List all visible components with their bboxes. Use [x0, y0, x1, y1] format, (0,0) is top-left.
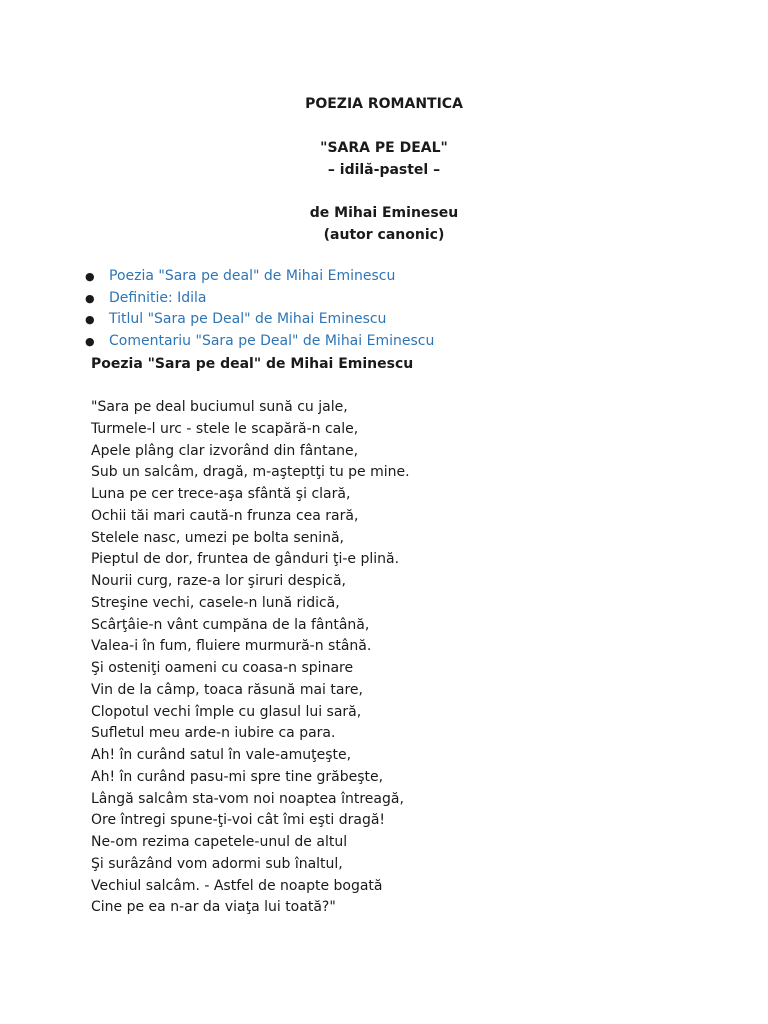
section-title: POEZIA ROMANTICA [305, 96, 463, 112]
author-note: (autor canonic) [323, 227, 445, 243]
poem-title-block [0, 137, 768, 181]
poem-line: Ochii tăi mari caută-n frunza cea rară, [91, 507, 359, 524]
toc-item [82, 288, 434, 310]
poem-line: Şi surâzând vom adormi sub înaltul, [91, 855, 343, 872]
table-of-contents [82, 266, 434, 353]
poem-heading: Poezia "Sara pe deal" de Mihai Eminescu [91, 356, 414, 372]
poem-line: Turmele-l urc - stele le scapără-n cale, [91, 420, 359, 437]
poem-line: Ah! în curând pasu-mi spre tine grăbeşte, [91, 768, 384, 785]
toc-item [82, 266, 434, 288]
poem-line: Sufletul meu arde-n iubire ca para. [91, 725, 336, 742]
poem-line: Vechiul salcâm. - Astfel de noapte bogată [91, 877, 383, 894]
bullet-icon: ● [85, 335, 95, 349]
poem-line: Ore întregi spune-ţi-voi cât îmi eşti dragă! [91, 812, 386, 829]
toc-link-commentary[interactable]: Comentariu "Sara pe Deal" de Mihai Eminescu [109, 333, 435, 350]
poem-line: Lângă salcâm sta-vom noi noaptea întreagă, [91, 790, 404, 807]
document-title [0, 93, 768, 115]
poem-line: Scârţâie-n vânt cumpăna de la fântână, [91, 616, 370, 633]
poem-line: Nourii curg, raze-a lor şiruri despică, [91, 573, 347, 589]
toc-link-title[interactable]: Titlul "Sara pe Deal" de Mihai Eminescu [109, 311, 387, 328]
poem-line: Ah! în curând satul în vale-amuţeşte, [91, 747, 352, 763]
toc-link-definition[interactable]: Definitie: Idila [109, 289, 207, 306]
poem-line: Şi osteniţi oameni cu coasa-n spinare [91, 660, 354, 676]
poem-line: Ne-om rezima capetele-unul de altul [91, 834, 348, 850]
poem-body [91, 397, 410, 919]
poem-line: Vin de la câmp, toaca răsună mai tare, [91, 681, 363, 698]
bullet-icon: ● [85, 270, 95, 283]
poem-line: Streşine vechi, casele-n lună ridică, [91, 594, 340, 611]
poem-line: Sub un salcâm, dragă, m-aşteptţi tu pe mine. [91, 464, 410, 481]
poem-line: Valea-i în fum, fluiere murmură-n stână. [91, 638, 372, 655]
bullet-icon: ● [85, 313, 95, 327]
poem-line: Apele plâng clar izvorând din fântane, [91, 442, 359, 459]
poem-line: "Sara pe deal buciumul sună cu jale, [91, 399, 348, 415]
bullet-icon: ● [85, 291, 95, 305]
poem-line: Stelele nasc, umezi pe bolta senină, [91, 529, 344, 546]
author-block [0, 202, 768, 246]
toc-link-poem[interactable]: Poezia "Sara pe deal" de Mihai Eminescu [109, 268, 396, 284]
poem-genre: – idilă-pastel – [327, 162, 441, 178]
poem-line: Cine pe ea n-ar da viaţa lui toată?" [91, 899, 336, 916]
poem-line: Clopotul vechi împle cu glasul lui sară, [91, 703, 362, 720]
toc-item [82, 331, 434, 353]
author-name: de Mihai Emineseu [309, 205, 459, 221]
toc-item [82, 309, 434, 331]
poem-title: "SARA PE DEAL" [320, 140, 448, 156]
poem-line: Pieptul de dor, fruntea de gânduri ţi-e plină. [91, 551, 400, 568]
poem-line: Luna pe cer trece-aşa sfântă şi clară, [91, 486, 351, 502]
